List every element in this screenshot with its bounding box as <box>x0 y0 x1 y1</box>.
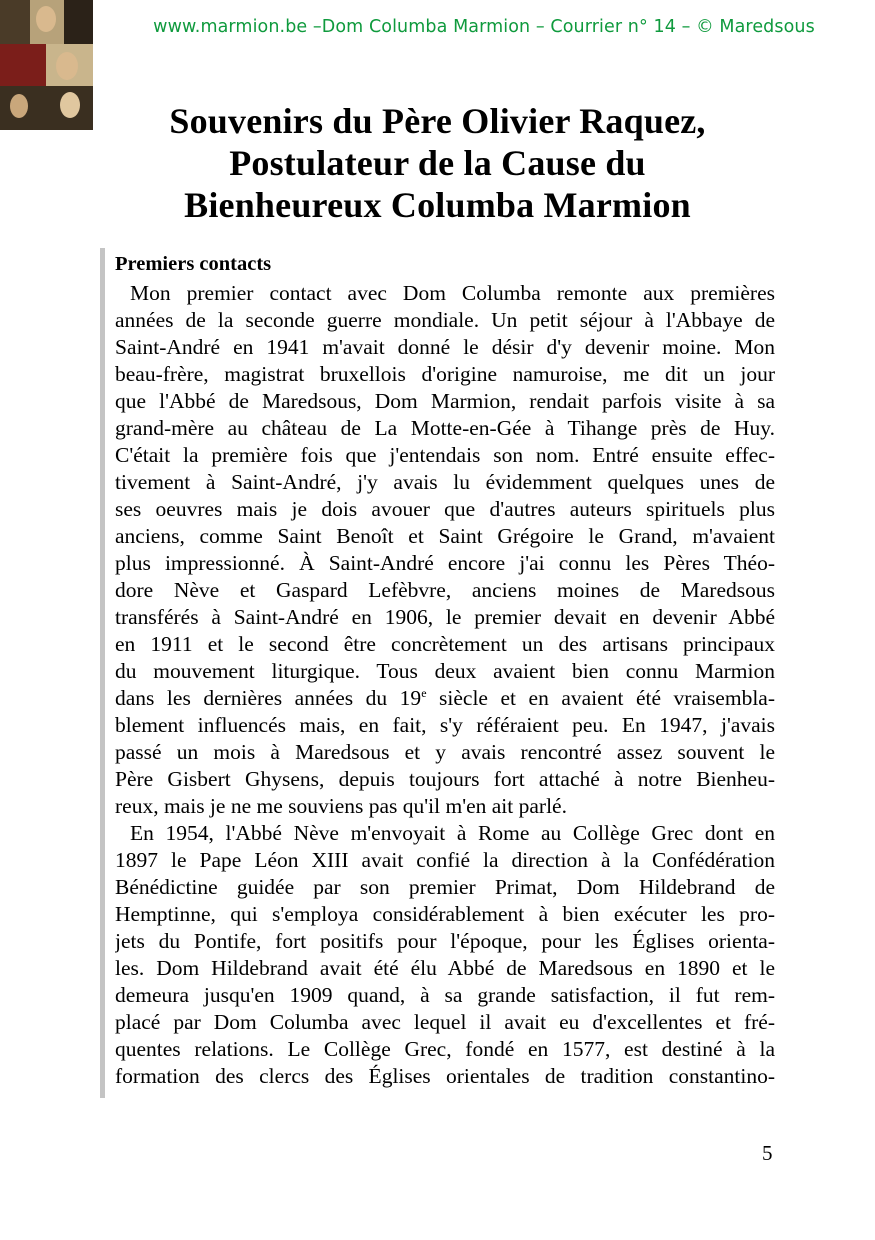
body-line: demeura jusqu'en 1909 quand, à sa grande satisfaction, il fut rem- <box>115 983 775 1007</box>
body-line: placé par Dom Columba avec lequel il avait eu d'excellentes et fré- <box>115 1010 775 1034</box>
body-line: les. Dom Hildebrand avait été élu Abbé de Maredsous en 1890 et le <box>115 956 775 980</box>
body-line: Saint-André en 1941 m'avait donné le désir d'y devenir moine. Mon <box>115 335 775 359</box>
site-header-line: www.marmion.be –Dom Columba Marmion – Courrier n° 14 – © Maredsous <box>153 17 815 37</box>
body-line: jets du Pontife, fort positifs pour l'époque, pour les Églises orienta- <box>115 929 775 953</box>
body-line: transférés à Saint-André en 1906, le premier devait en devenir Abbé <box>115 605 775 629</box>
body-line: reux, mais je ne me souviens pas qu'il m'en ait parlé. <box>115 794 567 818</box>
body-line: Bénédictine guidée par son premier Primat, Dom Hildebrand de <box>115 875 775 899</box>
body-line: passé un mois à Maredsous et y avais rencontré assez souvent le <box>115 740 775 764</box>
body-line: 1897 le Pape Léon XIII avait confié la direction à la Confédération <box>115 848 775 872</box>
body-line: que l'Abbé de Maredsous, Dom Marmion, rendait parfois visite à sa <box>115 389 775 413</box>
title-line: Souvenirs du Père Olivier Raquez, <box>169 101 706 141</box>
margin-bar <box>100 248 105 1098</box>
body-line: du mouvement liturgique. Tous deux avaient bien connu Marmion <box>115 659 775 683</box>
body-line: plus impressionné. À Saint-André encore j'ai connu les Pères Théo- <box>115 551 775 575</box>
title-line: Bienheureux Columba Marmion <box>184 185 691 225</box>
body-line: beau-frère, magistrat bruxellois d'origine namuroise, me dit un jour <box>115 362 775 386</box>
body-line: anciens, comme Saint Benoît et Saint Grégoire le Grand, m'avaient <box>115 524 775 548</box>
body-line: blement influencés mais, en fait, s'y référaient peu. En 1947, j'avais <box>115 713 775 737</box>
body-line: En 1954, l'Abbé Nève m'envoyait à Rome au Collège Grec dont en <box>130 821 775 845</box>
body-line: dans les dernières années du 19e siècle et en avaient été vraisembla- <box>115 685 775 710</box>
body-line: Mon premier contact avec Dom Columba remonte aux premières <box>130 281 775 305</box>
body-text <box>115 280 775 1090</box>
body-line: C'était la première fois que j'entendais son nom. Entré ensuite effec- <box>115 443 775 467</box>
page-title <box>0 100 875 226</box>
page-number: 5 <box>762 1141 773 1165</box>
body-line: ses oeuvres mais je dois avouer que d'autres auteurs spirituels plus <box>115 497 775 521</box>
body-line: formation des clercs des Églises orientales de tradition constantino- <box>115 1064 775 1088</box>
body-line: Père Gisbert Ghysens, depuis toujours fort attaché à notre Bienheu- <box>115 767 775 791</box>
body-line: Hemptinne, qui s'employa considérablement à bien exécuter les pro- <box>115 902 775 926</box>
section-heading: Premiers contacts <box>115 253 272 275</box>
body-line: années de la seconde guerre mondiale. Un petit séjour à l'Abbaye de <box>115 308 775 332</box>
body-line: quentes relations. Le Collège Grec, fondé en 1577, est destiné à la <box>115 1037 775 1061</box>
body-line: en 1911 et le second être concrètement un des artisans principaux <box>115 632 775 656</box>
body-line: tivement à Saint-André, j'y avais lu évidemment quelques unes de <box>115 470 775 494</box>
body-line: grand-mère au château de La Motte-en-Gée à Tihange près de Huy. <box>115 416 775 440</box>
body-line: dore Nève et Gaspard Lefèbvre, anciens moines de Maredsous <box>115 578 775 602</box>
title-line: Postulateur de la Cause du <box>229 143 646 183</box>
